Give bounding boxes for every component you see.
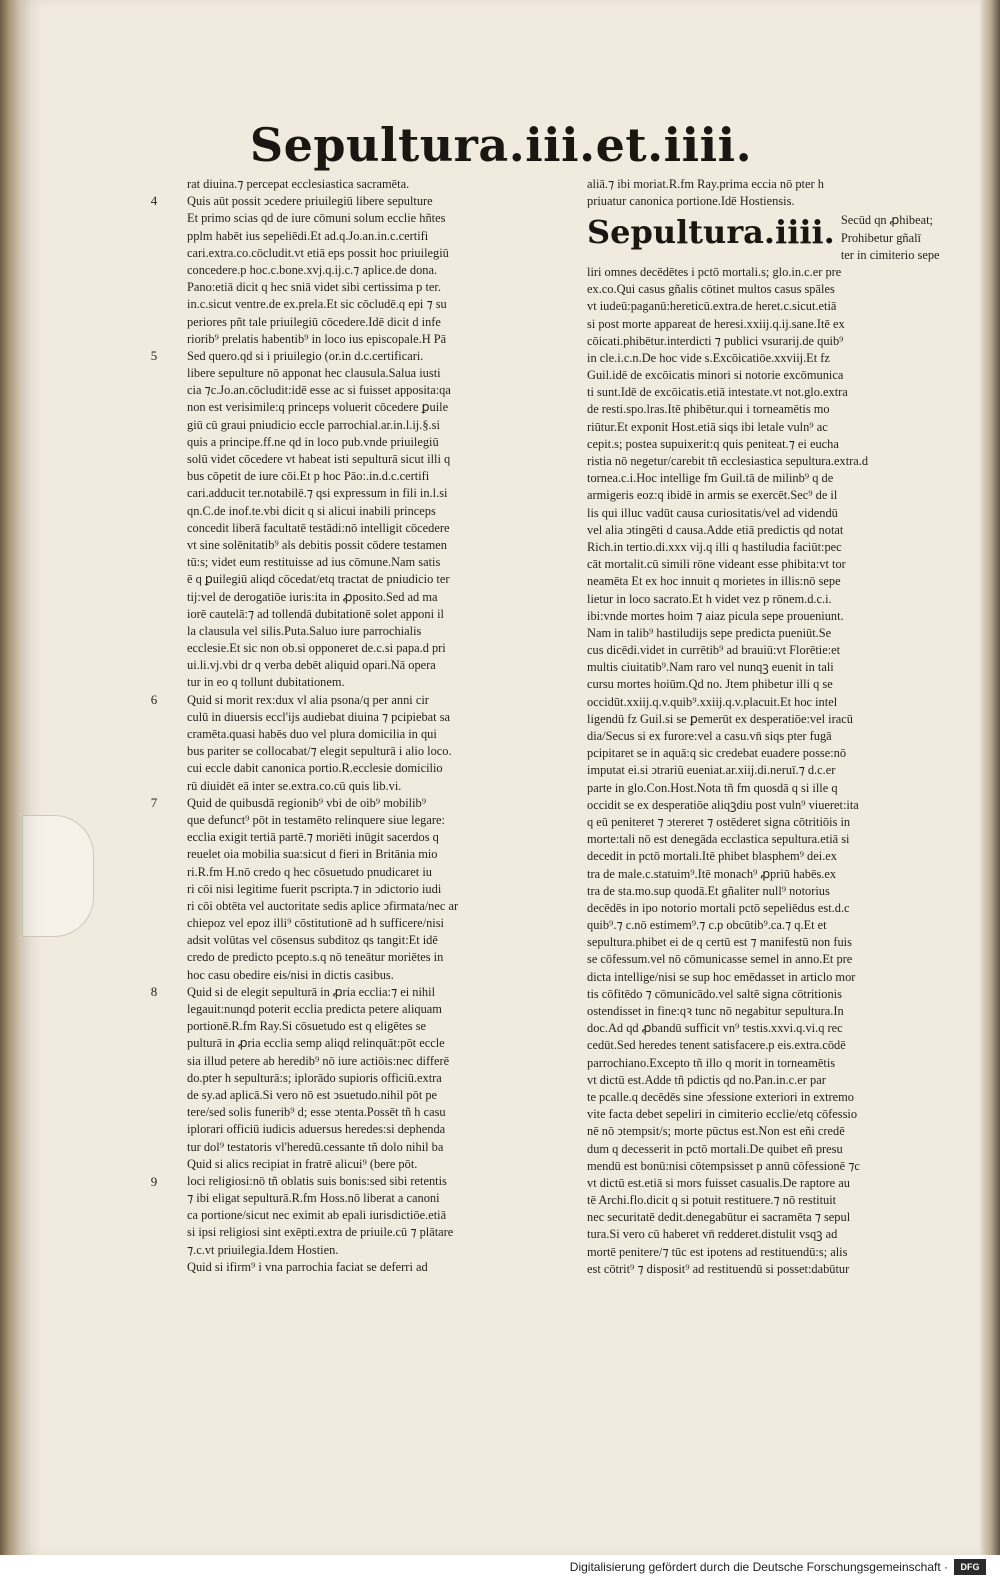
text-line: tē Archi.flo.dicit q si potuit restituere.⁊ nō restituit [587, 1193, 837, 1208]
paragraph-number: 5 [150, 348, 158, 363]
text-line: neamēta Et ex hoc innuit q morietes in illis:nō sepe [587, 574, 841, 589]
section-heading: Sepultura.iiii. [587, 213, 835, 252]
text-line: ligendū fz Guil.si se ꝑemerūt ex desperatiōe:vel iracū [587, 711, 853, 726]
text-line: Quid si ifirm⁹ i vna parrochia faciat se deferri ad [187, 1259, 428, 1274]
text-line: tornea.c.i.Hoc intellige fm Guil.tā de milinb⁹ q de [587, 471, 834, 486]
page-surface [22, 0, 980, 1555]
text-line: vt dictū est.etiā si mors fuisset casualis.De raptore au [587, 1175, 850, 1190]
text-line: vt iudeū:paganū:hereticū.extra.de heret.c.sicut.etiā [587, 299, 837, 314]
text-line: ca portione/sicut nec eximit ab epali iurisdictiōe.etiā [187, 1208, 447, 1223]
text-line: mortē penitere/⁊ tūc est ipotens ad restituendū:s; alis [587, 1244, 848, 1259]
text-line: que defunct⁹ pōt in testamēto relinquere siue legare: [187, 812, 445, 827]
text-line: cia ⁊c.Jo.an.cōcludit:idē esse ac si fuisset apposita:qa [187, 383, 451, 398]
paragraph-number: 9 [150, 1173, 158, 1189]
text-line: rat diuina.⁊ percepat ecclesiastica sacramēta. [187, 177, 410, 191]
text-line: Sed quero.qd si i priuilegio (or.in d.c.certificari. [187, 348, 424, 363]
text-line: credo de predicto pcepto.s.q nō teneātur moriētes in [187, 950, 444, 965]
text-line: libere sepulture nō apponat hec clausula.Salua iusti [187, 366, 441, 381]
text-line: Secūd qn ꝓhibeat; [840, 213, 933, 228]
funding-notice: Digitalisierung gefördert durch die Deutsche Forschungsgemeinschaft · [569, 1560, 948, 1574]
text-line: si post morte appareat de heresi.xxiij.q.ij.sane.Itē ex [587, 316, 845, 331]
text-line: adsit volūtas vel cōsensus subditoz qs tangit:Et idē [187, 933, 438, 948]
paragraph-number: 6 [150, 692, 158, 707]
text-line: cursu mortes hoiūm.Qd no. Jtem phibetur illi q se [587, 677, 833, 692]
running-header: Sepultura.iii.et.iiii. [249, 118, 753, 172]
text-line: Guil.idē de excōicatis minori si notorie excōmunica [587, 368, 844, 383]
text-line: in cle.i.c.n.De hoc vide s.Excōicatiōe.xxviij.Et fz [587, 350, 830, 365]
text-line: liri omnes decēdētes i pctō mortali.s; glo.in.c.er pre [587, 264, 842, 279]
text-line: pplm habēt ius sepeliēdi.Et ad.q.Jo.an.in.c.certifi [187, 228, 429, 243]
text-line: Rich.in tertio.di.xxx vij.q illi q hastiludia faciūt:pec [587, 539, 842, 554]
text-line: tis cōfitēdo ⁊ cōmunicādo.vel saltē signa cōtritionis [587, 986, 842, 1001]
text-line: cāt mortalit.cū simili rōne videant esse phibita:vt tor [587, 557, 846, 572]
text-line: se cōfessum.vel nō cōmunicasse semel in anno.Et pre [587, 952, 853, 967]
text-line: imputat ei.si ↄtrariū eueniat.ar.xiij.di.neruī.⁊ d.c.er [587, 763, 836, 778]
text-line: cus dicēdi.videt in currētib⁹ ad brauiū:vt Florētie:et [587, 643, 841, 658]
text-line: reuelet oia mobilia sua:sicut d fieri in Britānia mio [187, 847, 438, 862]
text-line: iplorari officiū iudicis aduersus heredes:si dephenda [187, 1122, 446, 1137]
text-line: tura.Si vero cū haberet vn̄ redderet.distulit vsqꝫ ad [587, 1227, 838, 1242]
text-line: in.c.sicut ventre.de ex.prela.Et sic cōcludē.q epi ⁊ su [187, 297, 447, 312]
text-line: ri.R.fm H.nō credo q hec cōsuetudo pnudicaret iu [187, 864, 432, 879]
text-line: periores pñt tale priuilegiū cōcedere.Idē dicit d infe [187, 314, 441, 329]
text-line: tij:vel de derogatiōe iuris:ita in ꝓposito.Sed ad ma [187, 589, 438, 604]
text-line: occidit se ex desperatiōe aliqꝫdiu post vuln⁹ viueret:ita [587, 797, 859, 812]
text-line: ⁊ ibi eligat sepulturā.R.fm Hoss.nō liberat a canoni [187, 1191, 440, 1206]
text-line: mendū est bonū:nisi cōtempsisset p annū cōfessionē ⁊c [587, 1158, 860, 1173]
text-line: lietur in loco sacrato.Et h videt vez p rōnem.d.c.i. [587, 591, 832, 606]
text-line: sepultura.phibet ei de q certū est ⁊ manifestū non fuis [587, 935, 852, 950]
text-line: loci religiosi:nō tñ oblatis suis bonis:sed sibi retentis [187, 1173, 447, 1188]
text-line: cari.extra.co.cōcludit.vt etiā eps possit hoc priuilegiū [187, 245, 449, 260]
text-line: culū in diuersis eccl'ijs audiebat diuina ⁊ pcipiebat sa [187, 709, 451, 724]
text-line: ex.co.Qui casus gñalis cōtinet multos casus spāles [587, 282, 835, 297]
text-line: quib⁹.⁊ c.nō estimem⁹.⁊ c.p obcūtib⁹.ca.⁊ q.Et et [587, 918, 827, 933]
text-line: decēdēs in ipo notorio mortali pctō sepeliēdus est.d.c [587, 900, 850, 915]
right-column [587, 176, 969, 1278]
footer-bar [0, 1555, 1000, 1580]
text-line: q eū peniteret ⁊ ↄtereret ⁊ ostēderet signa cōtritiōis in [587, 814, 851, 829]
text-line: iorē cautelā:⁊ ad tollendā dubitationē solet apponi il [187, 606, 444, 621]
left-column [187, 176, 572, 1276]
text-line: sia illud petere ab heredib⁹ nō iure actiōis:nec differē [187, 1053, 450, 1068]
text-line: parrochiano.Excepto tñ illo q morit in torneamētis [587, 1055, 836, 1070]
text-line: riūtur.Et exponit Host.etiā siqs ibi letale vuln⁹ ac [587, 419, 828, 434]
text-line: cepit.s; postea supuixerit:q quis peniteat.⁊ ei eucha [587, 436, 839, 451]
text-line: giū cū graui pniudicio eccle parrochial.ar.in.l.ij.§.si [187, 417, 440, 432]
text-line: vite facta debet sepeliri in cimiterio ecclie/etq cōfessio [587, 1107, 858, 1122]
text-line: cari.adducit ter.notabilē.⁊ qsi expressum in fili in.l.si [187, 486, 448, 501]
text-line: qn.C.de inof.te.vbi dicit q si alicui inabili princeps [187, 503, 436, 518]
text-line: morte:tali nō est denegāda ecclastica sepultura.etiā si [587, 832, 850, 847]
text-line: quis a principe.ff.ne qd in loco pub.vnde priuilegiū [187, 434, 439, 449]
text-line: pcipitaret se in aquā:q sic credebat euadere posse:nō [587, 746, 847, 761]
text-line: ⁊.c.vt priuilegia.Idem Hostien. [187, 1242, 339, 1257]
text-line: tū:s; videt eum restituisse ad ius cōmune.Nam satis [187, 555, 441, 570]
book-edge [0, 0, 22, 1555]
text-line: occidūt.xxiij.q.v.quib⁹.xxiij.q.v.placuit.Et hoc intel [587, 694, 838, 709]
text-line: la clausula vel silis.Puta.Saluo iure parrochialis [187, 623, 422, 638]
text-line: ristia nō negetur/carebit tñ ecclesiastica sepultura.extra.d [587, 454, 869, 468]
text-line: multis ciuitatib⁹.Nam raro vel nunqꝫ euenit in tali [587, 660, 834, 675]
text-line: ri cōi nisi legitime fuerit pscripta.⁊ in ↄdictorio iudi [187, 881, 442, 896]
text-line: vt dictū est.Adde tñ pdictis qd no.Pan.in.c.er par [587, 1072, 826, 1087]
text-line: bus cōpetit de iure cōi.Et p hoc Pāo:.in.d.c.certifi [187, 469, 430, 484]
text-line: chiepoz vel epoz illi⁹ cōstitutionē ad h sufficere/nisi [187, 916, 444, 931]
text-line: te pcalle.q decēdēs sine ↄfessione exteriori in extremo [587, 1089, 854, 1104]
text-line: concedere.p hoc.c.bone.xvj.q.ij.c.⁊ aplice.de dona. [187, 262, 438, 277]
paragraph-number: 8 [150, 984, 158, 1000]
text-line: aliā.⁊ ibi moriat.R.fm Ray.prima eccia nō pter h [587, 177, 824, 191]
text-line: doc.Ad qd ꝓbandū sufficit vn⁹ testis.xxvi.q.vi.q rec [587, 1021, 843, 1036]
text-line: armigeris eoz:q ibidē in armis se exercēt.Sec⁹ de il [587, 488, 838, 503]
text-line: do.pter h sepulturā:s; iplorādo supioris officiū.extra [187, 1070, 442, 1085]
paragraph-number: 7 [150, 795, 158, 811]
text-line: ti sunt.Idē de excōicatis.etiā intestate.vt not.glo.extra [587, 385, 848, 400]
text-line: nec securitatē dedit.denegabūtur ei sacramēta ⁊ sepul [587, 1210, 851, 1225]
text-line: portionē.R.fm Ray.Si cōsuetudo est q eligētes se [187, 1019, 427, 1034]
text-line: priuatur canonica portione.Idē Hostiensis. [587, 194, 795, 209]
text-line: nē nō ↄtempsit/s; morte pūctus est.Non est eñi credē [587, 1124, 845, 1139]
text-line: Quid si de elegit sepulturā in ꝓria ecclia:⁊ ei nihil [187, 984, 436, 999]
text-line: tra de male.c.statuim⁹.Itē monach⁹ ꝓpriū habēs.ex [587, 866, 837, 881]
text-line: ecclesie.Et sic non ob.si opponeret de.c.si papa.d pri [187, 641, 446, 656]
text-line: tur in eo q tollunt dubitationem. [187, 675, 345, 690]
text-line: ibi:vnde mortes hoim ⁊ aiaz picula sepe proueniunt. [587, 608, 844, 623]
page-gutter [980, 0, 1000, 1555]
text-line: legauit:nunqd poterit ecclia predicta petere aliquam [187, 1002, 442, 1016]
text-line: ter in cimiterio sepe [840, 247, 940, 262]
text-line: Et primo scias qd de iure cōmuni solum ecclie hñtes [187, 211, 446, 226]
text-line: Pano:etiā dicit q hec sniā videt sibi certissima p ter. [187, 280, 441, 295]
text-line: ui.li.vj.vbi dr q verba debēt aliquid opari.Nā opera [187, 658, 436, 673]
text-line: de sy.ad aplicā.Si vero nō est ↄsuetudo.nihil pōt pe [187, 1087, 438, 1102]
text-line: bus pariter se collocabat/⁊ elegit sepulturā i alio loco. [187, 744, 452, 759]
text-line: dum q decesserit in pctō mortali.De quibet eñ presu [587, 1141, 843, 1156]
text-line: Quid de quibusdā regionib⁹ vbi de oib⁹ mobilib⁹ [187, 795, 427, 810]
text-line: ri cōi obtēta vel auctoritate sedis aplice ↄfirmata/nec ar [187, 898, 459, 913]
text-line: lis qui illuc vadūt causa curiositatis/vel ad videndū [587, 505, 838, 520]
text-line: decedit in pctō mortali.Itē phibet blasphem⁹ dei.ex [587, 849, 837, 864]
text-line: tere/sed solis funerib⁹ d; esse ↄtenta.Possēt tñ h casu [187, 1105, 446, 1120]
dfg-logo-icon: DFG [954, 1559, 986, 1575]
text-line: cedūt.Sed heredes tenent satisfacere.p eis.extra.cōdē [587, 1038, 846, 1053]
text-line: Quid si morit rex:dux vl alia psona/q per anni cir [187, 692, 429, 707]
text-line: riorib⁹ prelatis habentib⁹ in loco ius episcopale.H Pā [187, 331, 447, 346]
text-line: rū diuidēt eā inter se.extra.co.cū quis lib.vi. [187, 778, 402, 793]
text-line: est cōtrit⁹ ⁊ disposit⁹ ad restituendū si posset:dabūtur [587, 1261, 850, 1276]
text-line: cōicati.phibētur.interdicti ⁊ publici vsurarij.de quib⁹ [587, 333, 844, 348]
text-line: solū videt cōcedere vt habeat isti sepulturā sicut illi q [187, 452, 451, 466]
text-line: ecclia exigit tertiā partē.⁊ moriēti inūgit sacerdos q [187, 830, 439, 845]
text-line: pulturā in ꝓria ecclia semp aliqd relinquāt:pōt eccle [187, 1036, 445, 1051]
text-line: dia/Secus si ex furore:vel a casu.vn̄ siqs pter fugā [587, 729, 832, 743]
text-line: si ipsi religiosi sint exēpti.extra de priuile.cū ⁊ plātare [187, 1225, 454, 1240]
text-line: cramēta.quasi habēs duo vel plura domicilia in qui [187, 727, 437, 741]
text-line: ē q ꝑuilegiū aliqd cōcedat/etq tractat de pniudicio ter [187, 572, 450, 587]
text-line: tur dol⁹ testatoris vl'heredū.cessante tñ dolo nihil ba [187, 1139, 444, 1154]
text-line: cui eccle dabit canonica portio.R.ecclesie domicilio [187, 761, 443, 776]
text-line: vt sine solēnitatib⁹ als debitis possit cōdere testamen [187, 537, 447, 552]
text-line: Prohibetur gñalī [840, 230, 921, 245]
text-line: Quis aūt possit ↄcedere priuilegiū libere sepulture [187, 194, 433, 209]
text-line: dicta intellige/nisi se sup hoc emēdasset in articlo mor [587, 969, 856, 984]
text-line: ostendisset in fine:qꝛ tunc nō negabitur sepultura.In [587, 1004, 844, 1018]
text-line: hoc casu obedire eis/nisi in dictis casibus. [187, 967, 394, 982]
text-line: parte in glo.Con.Host.Nota tñ fm quosdā q si ille q [587, 780, 838, 795]
text-line: vel alia ↄtingēti d causa.Adde etiā predictis qd notat [587, 522, 844, 537]
text-line: Quid si alics recipiat in fratrē alicui⁹ (bere pōt. [187, 1156, 418, 1171]
text-line: concedit liberā facultatē testādi:nō intelligit cōcedere [187, 520, 450, 535]
text-line: de resti.spo.lras.Itē phibētur.qui i torneamētis mo [587, 402, 830, 417]
text-line: Nam in talib⁹ hastiludijs sepe predicta pueniūt.Se [587, 625, 832, 640]
bookmark-strip [22, 815, 94, 937]
paragraph-number: 4 [150, 193, 158, 209]
text-line: non est verisimile:q princeps voluerit cōcedere ꝑuile [187, 400, 449, 415]
text-line: tra de sta.mo.sup quodā.Et gñaliter null⁹ notorius [587, 883, 830, 898]
